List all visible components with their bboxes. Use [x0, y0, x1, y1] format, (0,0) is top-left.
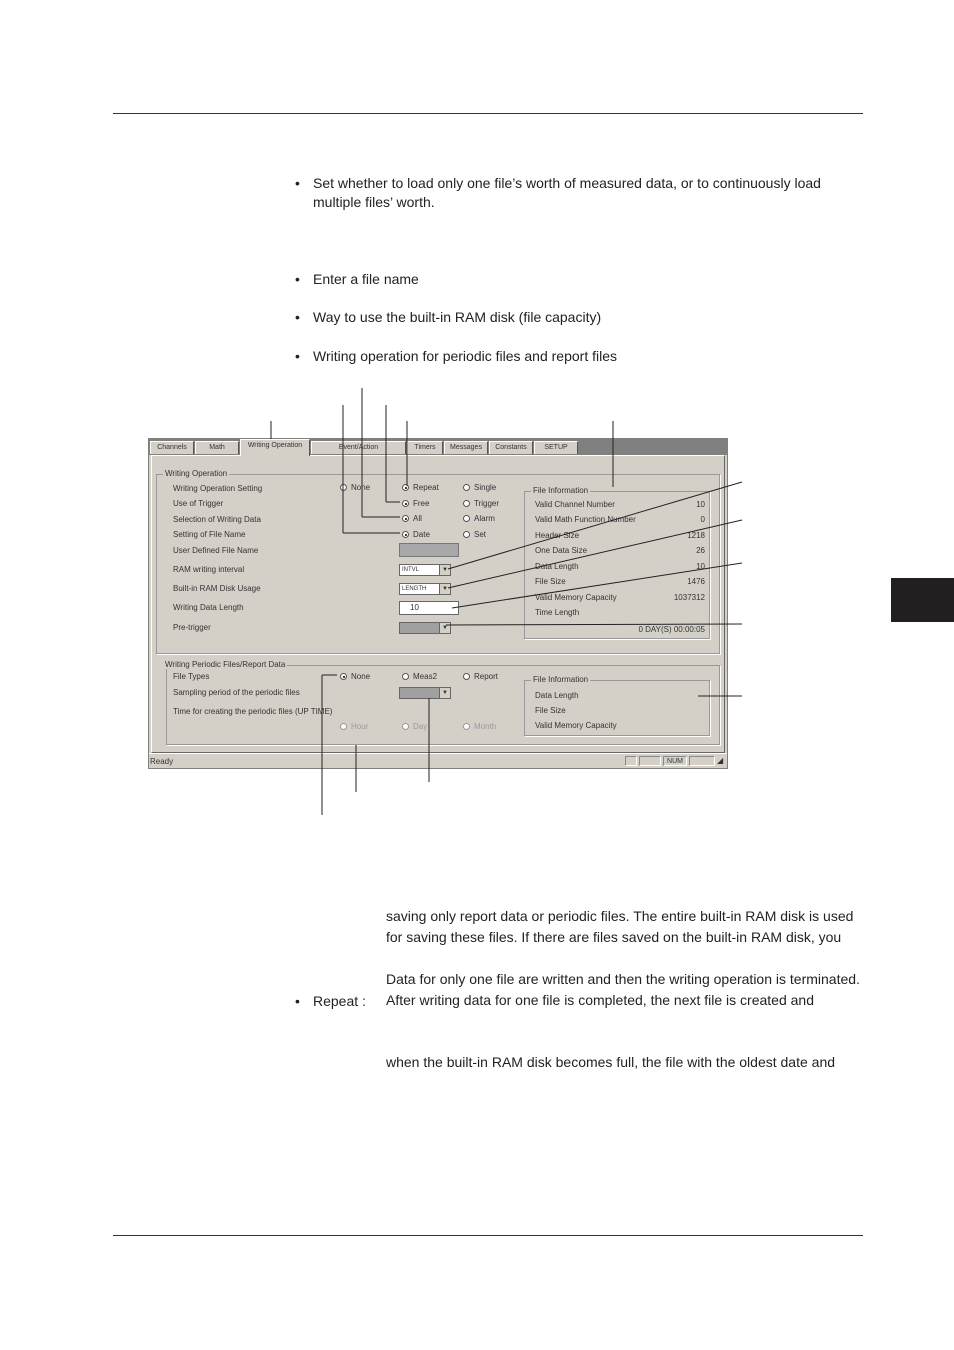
file-information-box: File Information Valid Channel Number 10 Valid Math Function Number 0 Header Size 1218 One Data Size 26 Data Length 10 File Size 1476 Valid Memory Capacity 1037312 Time Length 0 DAY(S) 00:00:05	[524, 491, 710, 639]
radio-single-label: Single	[474, 483, 497, 492]
tab-writing-operation[interactable]: Writing Operation	[240, 439, 310, 456]
radio-free-label: Free	[413, 499, 430, 508]
radio-repeat[interactable]	[402, 484, 409, 491]
info-label: Header Size	[535, 531, 580, 540]
periodic-files-group: Writing Periodic Files/Report Data	[166, 665, 720, 745]
info-value: 10	[696, 562, 705, 571]
tab-channels[interactable]: Channels	[150, 441, 194, 454]
radio-free[interactable]	[402, 500, 409, 507]
radio-none-label: None	[351, 483, 371, 492]
label-use-of-trigger: Use of Trigger	[173, 499, 224, 508]
footer-rule	[113, 1235, 863, 1236]
tab-bar	[149, 439, 727, 455]
pre-trigger-select[interactable]	[399, 622, 451, 634]
paragraph-line: when the built-in RAM disk becomes full, the file with the oldest date and	[386, 1054, 836, 1070]
info-label: File Size	[535, 577, 566, 586]
ram-disk-usage-select[interactable]	[399, 583, 451, 595]
status-num: NUM	[663, 756, 687, 766]
paragraph-line: Data for only one file are written and then the writing operation is terminated.	[386, 971, 860, 987]
radio-set[interactable]	[463, 531, 470, 538]
radio-report[interactable]	[463, 673, 470, 680]
ram-writing-interval-value: INTVL	[402, 567, 420, 573]
radio-day-label: Day	[413, 722, 428, 731]
info-value: 1037312	[673, 593, 705, 602]
status-ready: Ready	[150, 757, 174, 766]
time-length-value: 0 DAY(S) 00:00:05	[638, 625, 705, 634]
radio-all-label: All	[413, 514, 422, 523]
tab-math[interactable]: Math	[195, 441, 239, 454]
ram-disk-usage-value: LENGTH	[402, 586, 427, 592]
status-bar	[149, 753, 727, 769]
label-user-defined-file-name: User Defined File Name	[173, 546, 259, 555]
tab-setup[interactable]: SETUP	[534, 441, 578, 454]
radio-alarm[interactable]	[463, 515, 470, 522]
header-rule	[113, 113, 863, 114]
info-label: One Data Size	[535, 546, 588, 555]
info-label: Valid Memory Capacity	[535, 593, 617, 602]
info-label: Valid Memory Capacity	[535, 721, 617, 730]
label-built-in-ram-disk-usage: Built-in RAM Disk Usage	[173, 584, 261, 593]
radio-alarm-label: Alarm	[474, 514, 495, 523]
label-setting-of-file-name: Setting of File Name	[173, 530, 246, 539]
radio-month-label: Month	[474, 722, 497, 731]
resize-grip-icon[interactable]: ◢	[717, 756, 724, 765]
radio-trigger-label: Trigger	[474, 499, 500, 508]
label-time-creating: Time for creating the periodic files (UP TIME)	[173, 707, 333, 716]
info-label: File Size	[535, 706, 566, 715]
info-label: Time Length	[535, 608, 580, 617]
sampling-period-select[interactable]	[399, 687, 451, 699]
chevron-down-icon: ▼	[439, 688, 450, 698]
tab-panel	[151, 455, 725, 753]
radio-file-none-label: None	[351, 672, 371, 681]
label-pre-trigger: Pre-trigger	[173, 623, 211, 632]
tab-timers[interactable]: Timers	[407, 441, 443, 454]
chevron-down-icon: ▼	[439, 565, 450, 575]
paragraph-line: for saving these files. If there are files saved on the built-in RAM disk, you	[386, 929, 842, 945]
label-selection-of-writing-data: Selection of Writing Data	[173, 515, 261, 524]
status-cell	[639, 756, 661, 766]
status-cell	[689, 756, 715, 766]
writing-data-length-input[interactable]: 10	[399, 601, 459, 615]
info-label: Valid Math Function Number	[535, 515, 636, 524]
info-value: 10	[696, 500, 705, 509]
label-ram-writing-interval: RAM writing interval	[173, 565, 245, 574]
info-label: Data Length	[535, 691, 579, 700]
chevron-down-icon: ▼	[439, 584, 450, 594]
ram-writing-interval-select[interactable]	[399, 564, 451, 576]
radio-hour-label: Hour	[351, 722, 369, 731]
status-cell	[625, 756, 637, 766]
label-file-types: File Types	[173, 672, 210, 681]
radio-date[interactable]	[402, 531, 409, 538]
label-writing-data-length: Writing Data Length	[173, 603, 244, 612]
writing-operation-group: Writing Operation	[156, 474, 720, 654]
label-sampling-period: Sampling period of the periodic files	[173, 688, 300, 697]
periodic-file-information-box: File Information Data Length File Size Valid Memory Capacity	[524, 680, 710, 736]
radio-set-label: Set	[474, 530, 487, 539]
info-label: Data Length	[535, 562, 579, 571]
radio-trigger[interactable]	[463, 500, 470, 507]
tab-event-action[interactable]: Event/Action	[311, 441, 406, 454]
label-writing-operation-setting: Writing Operation Setting	[173, 484, 263, 493]
chapter-index-tab	[891, 578, 954, 622]
radio-file-none[interactable]	[340, 673, 347, 680]
chevron-down-icon: ▼	[439, 623, 450, 633]
paragraph-line: After writing data for one file is completed, the next file is created and	[386, 992, 815, 1008]
info-value: 0	[700, 515, 705, 524]
radio-hour[interactable]	[340, 723, 347, 730]
user-defined-file-name-field[interactable]	[399, 543, 459, 557]
paragraph-line: saving only report data or periodic files. The entire built-in RAM disk is used	[386, 908, 854, 924]
radio-all[interactable]	[402, 515, 409, 522]
radio-month[interactable]	[463, 723, 470, 730]
tab-constants[interactable]: Constants	[489, 441, 533, 454]
software-window-screenshot	[148, 438, 728, 769]
radio-none[interactable]	[340, 484, 347, 491]
radio-report-label: Report	[474, 672, 499, 681]
radio-single[interactable]	[463, 484, 470, 491]
radio-date-label: Date	[413, 530, 430, 539]
radio-repeat-label: Repeat	[413, 483, 439, 492]
radio-meas2-label: Meas2	[413, 672, 438, 681]
info-value: 1218	[687, 531, 705, 540]
info-label: Valid Channel Number	[535, 500, 615, 509]
radio-day[interactable]	[402, 723, 409, 730]
radio-meas2[interactable]	[402, 673, 409, 680]
info-value: 26	[696, 546, 705, 555]
info-value: 1476	[687, 577, 705, 586]
tab-messages[interactable]: Messages	[444, 441, 488, 454]
